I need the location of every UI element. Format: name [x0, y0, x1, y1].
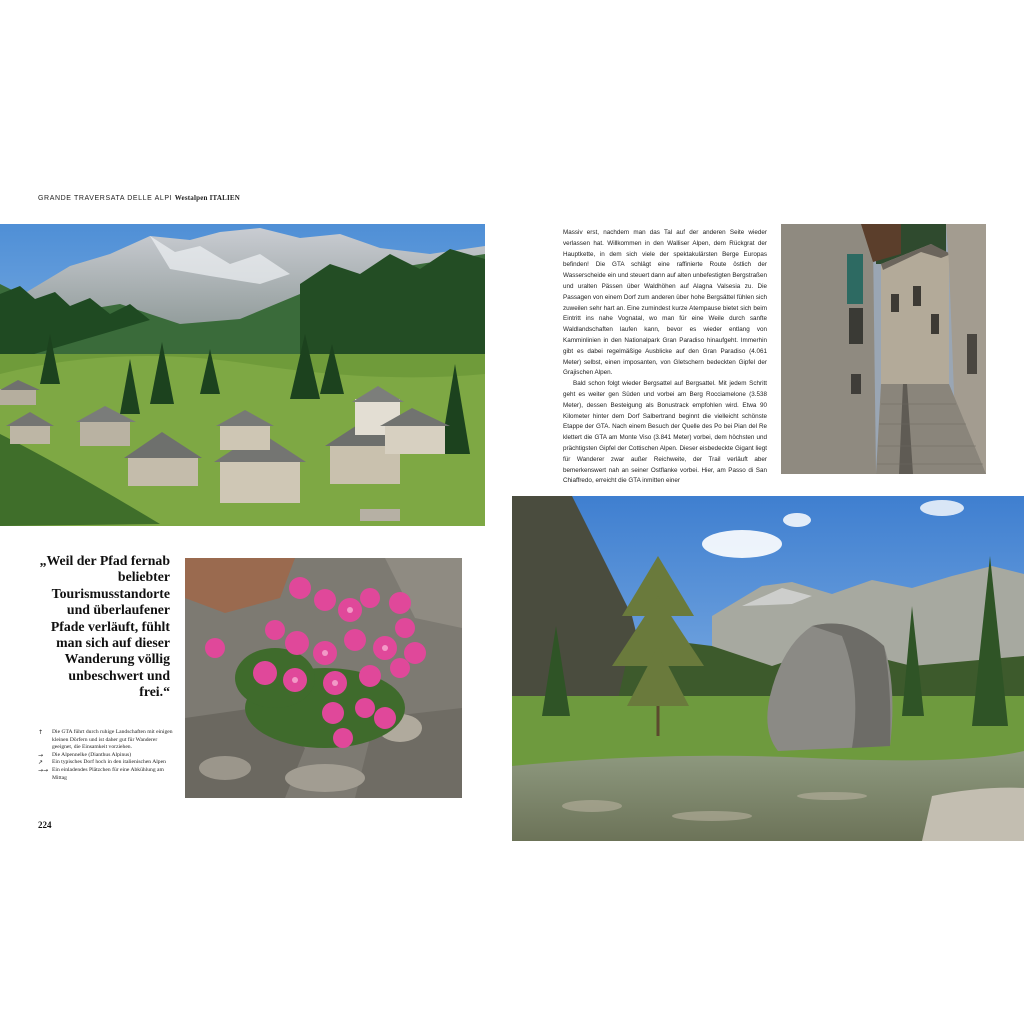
- page-number: 224: [38, 820, 52, 830]
- body-paragraph: Massiv erst, nachdem man das Tal auf der anderen Seite wieder verlassen hat. Willkommen in den Walliser Alpen, dem Rückgrat der Hauptkette, in dem sich viele der spektakulärsten Berge Europas befinden! Die GTA schlägt eine raffinierte Route östlich der Wasserscheide ein und steuert dann auf alten unbefestigten Bergstraßen und uralten Pässen über Waldhöhen auf Alagna Valsesia zu. Die Passagen von einem Dorf zum anderen über hohe Bergsättel fühlen sich zuweilen sehr hart an. Eine zumindest kurze Atempause bietet sich beim Eintritt ins nahe Vognatal, wo man für eine Weile durch sanfte Waldlandschaften laufen kann, bevor es wieder entlang von Kamminlinien in den Nationalpark Gran Paradiso hinaufgeht. Immerhin gibt es dabei regelmäßige Ausblicke auf den Gran Paradiso (4.061 Meter) selbst, einen imposanten, von Gletschern bedeckten Gipfel der Grajischen Alpen.: [563, 229, 767, 377]
- running-head: [38, 194, 240, 202]
- caption-item: [38, 729, 178, 752]
- caption-text: Die GTA führt durch ruhige Landschaften mit einigen kleinen Dörfern und ist daher gut für Wanderer geeignet, die Einsamkeit vorziehen.: [52, 729, 173, 751]
- caption-text: Die Alpennelke (Dianthus Alpinus): [52, 751, 132, 758]
- article-body: [563, 228, 767, 487]
- running-head-region: Westalpen ITALIEN: [174, 194, 241, 202]
- photo-alpine-pinks: [185, 558, 462, 798]
- caption-arrow-icon: →→: [38, 766, 49, 774]
- running-head-section: GRANDE TRAVERSATA DELLE ALPI: [38, 195, 173, 202]
- caption-item: [38, 759, 178, 767]
- village-street-illustration: [781, 224, 986, 474]
- alpine-village-illustration: [0, 224, 485, 526]
- caption-arrow-icon: →: [38, 751, 44, 759]
- photo-mountain-stream: [512, 496, 1024, 841]
- mountain-stream-illustration: [512, 496, 1024, 841]
- caption-item: [38, 767, 178, 782]
- caption-arrow-icon: ↑: [38, 729, 44, 736]
- body-paragraph: Bald schon folgt wieder Bergsattel auf Bergsattel. Mit jedem Schritt geht es weiter gen Süden und vorbei am Berg Rocciamelone (3.538 Meter), dessen Besteigung als Bonustrack empfohlen wird. Etwa 90 Kilometer hinter dem Dorf Salbertrand beginnt die vielleicht schönste Etappe der GTA. Nach einem Besuch der Quelle des Po bei Pian del Re klettert die GTA am Monte Viso (3.841 Meter) vorbei, dem höchsten und prächtigsten Gipfel der Cottischen Alpen. Dieser eisbedeckte Gigant liegt für Wanderer zwar außer Reichweite, der Trail verläuft aber bemerkenswert nah an seiner Ostflanke vorbei. Hier, am Passo di San Chiaffredo, erreicht die GTA inmitten einer: [563, 380, 767, 485]
- caption-text: Ein typisches Dorf hoch in den italienischen Alpen: [52, 759, 166, 766]
- alpine-pinks-illustration: [185, 558, 462, 798]
- caption-arrow-icon: ↗: [38, 759, 44, 767]
- photo-alpine-village: [0, 224, 485, 526]
- pull-quote: „Weil der Pfad fernab beliebter Tourismusstandorte und überlaufener Pfade verläuft, fühlt man sich auf dieser Wanderung völlig unbeschwert und frei.“: [39, 553, 170, 700]
- photo-village-street: [781, 224, 986, 474]
- photo-captions: [38, 729, 178, 782]
- caption-text: Ein einladendes Plätzchen für eine Abkühlung am Mittag: [52, 766, 164, 781]
